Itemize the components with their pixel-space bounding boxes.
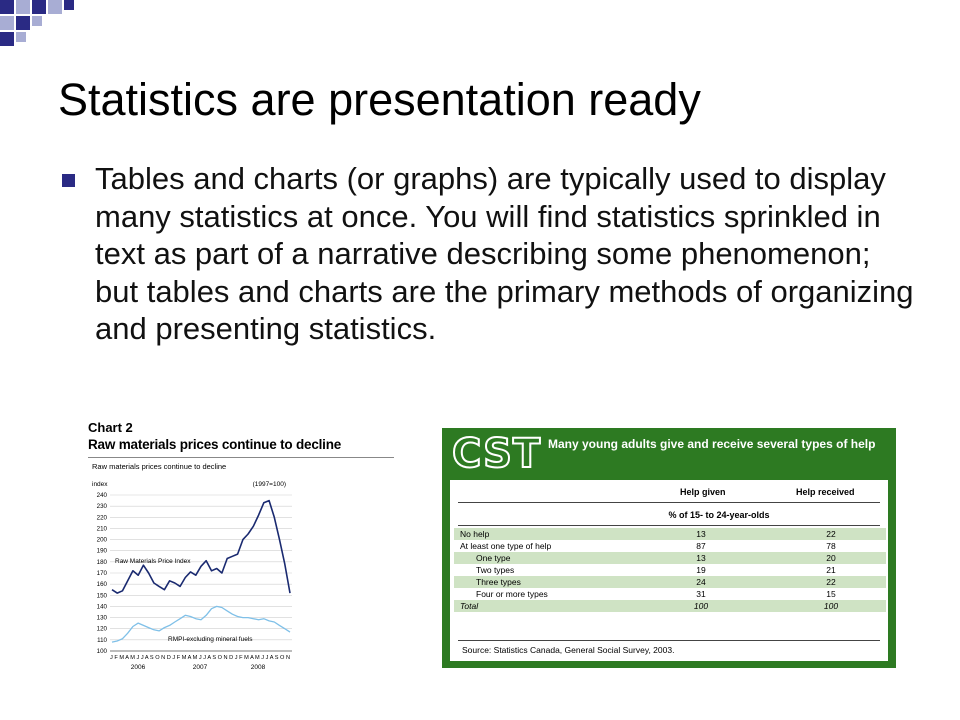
- row-label: No help: [460, 529, 490, 539]
- table-row: [454, 540, 886, 552]
- line-chart: [88, 475, 298, 670]
- x-axis-month-labels: J F M A M J J A S O N D J F M A M J J A S O N D J F M A M J J A S O N: [110, 655, 290, 661]
- slide-title: Statistics are presentation ready: [58, 74, 701, 125]
- table-rule: [458, 525, 880, 526]
- table-rule: [458, 640, 880, 641]
- cell-help-given: 31: [696, 589, 706, 599]
- table-source: Source: Statistics Canada, General Social Survey, 2003.: [462, 645, 675, 655]
- y-tick-label: 220: [96, 514, 107, 522]
- cst-table-panel: [442, 428, 896, 668]
- bullet-square-icon: [62, 174, 75, 187]
- row-label: Four or more types: [476, 589, 548, 599]
- table-row: [454, 552, 886, 564]
- cell-help-received: 20: [826, 553, 836, 563]
- table-row: [454, 600, 886, 612]
- chart-subtitle: Raw materials prices continue to decline: [92, 462, 227, 471]
- cell-help-given: 87: [696, 541, 706, 551]
- corner-decoration: [0, 0, 80, 48]
- y-tick-label: 230: [96, 503, 107, 511]
- row-label: Two types: [476, 565, 515, 575]
- row-label: At least one type of help: [460, 541, 552, 551]
- cst-table: [450, 480, 888, 661]
- y-tick-label: 160: [96, 581, 107, 589]
- cst-title: Many young adults give and receive several types of help: [548, 437, 876, 451]
- cell-help-given: 13: [696, 529, 706, 539]
- year-label-2007: 2007: [192, 664, 208, 670]
- cell-help-received: 15: [826, 589, 836, 599]
- chart-number: Chart 2: [88, 420, 133, 435]
- cst-header: [442, 428, 896, 479]
- table-row: [454, 564, 886, 576]
- y-tick-label: 140: [96, 603, 107, 611]
- y-tick-label: 120: [96, 625, 107, 633]
- y-tick-label: 150: [96, 592, 107, 600]
- row-label: Three types: [476, 577, 521, 587]
- y-tick-label: 210: [96, 525, 107, 533]
- cell-help-given: 100: [693, 601, 709, 611]
- column-header-help-given: Help given: [680, 487, 726, 497]
- chart-figure: [88, 420, 398, 670]
- y-tick-label: 130: [96, 614, 107, 622]
- y-axis-label: index: [92, 481, 108, 488]
- series-2-label: RMPI-excluding mineral fuels: [168, 636, 253, 643]
- y-tick-label: 170: [96, 570, 107, 577]
- row-label: One type: [476, 553, 511, 563]
- series-1-label: Raw Materials Price Index: [115, 558, 191, 565]
- bullet-item: [58, 160, 918, 348]
- table-rule: [458, 502, 880, 503]
- table-row: [454, 528, 886, 540]
- year-label-2008: 2008: [250, 664, 266, 670]
- series-line-rmpi: [112, 501, 290, 593]
- year-label-2006: 2006: [130, 664, 146, 670]
- base-year-label: (1997=100): [252, 481, 286, 488]
- cst-logo: CST: [452, 431, 542, 477]
- y-tick-label: 110: [97, 636, 107, 644]
- cell-help-given: 13: [696, 553, 706, 563]
- y-tick-label: 190: [96, 547, 107, 555]
- table-unit-label: % of 15- to 24-year-olds: [668, 510, 770, 520]
- cell-help-received: 100: [823, 601, 839, 611]
- table-row: [454, 576, 886, 588]
- y-tick-label: 100: [96, 648, 107, 655]
- cell-help-received: 78: [826, 541, 836, 551]
- cell-help-received: 22: [826, 577, 836, 587]
- y-tick-label: 200: [96, 536, 107, 544]
- cell-help-received: 21: [826, 565, 836, 575]
- cell-help-received: 22: [826, 529, 836, 539]
- y-tick-label: 180: [96, 558, 107, 566]
- chart-headline: Raw materials prices continue to decline: [88, 437, 342, 452]
- table-row: [454, 588, 886, 600]
- cell-help-given: 19: [696, 565, 706, 575]
- cell-help-given: 24: [696, 577, 706, 587]
- row-label: Total: [460, 601, 479, 611]
- y-tick-label: 240: [96, 492, 107, 499]
- chart-divider: [88, 457, 394, 458]
- column-header-help-received: Help received: [796, 487, 855, 497]
- bullet-text: Tables and charts (or graphs) are typically used to display many statistics at once. You will find statistics sprinkled in text as part of a narrative describing some phenomenon; but tables and charts are the primary methods of organizing and presenting statistics.: [95, 161, 914, 346]
- table-rows: [454, 528, 886, 612]
